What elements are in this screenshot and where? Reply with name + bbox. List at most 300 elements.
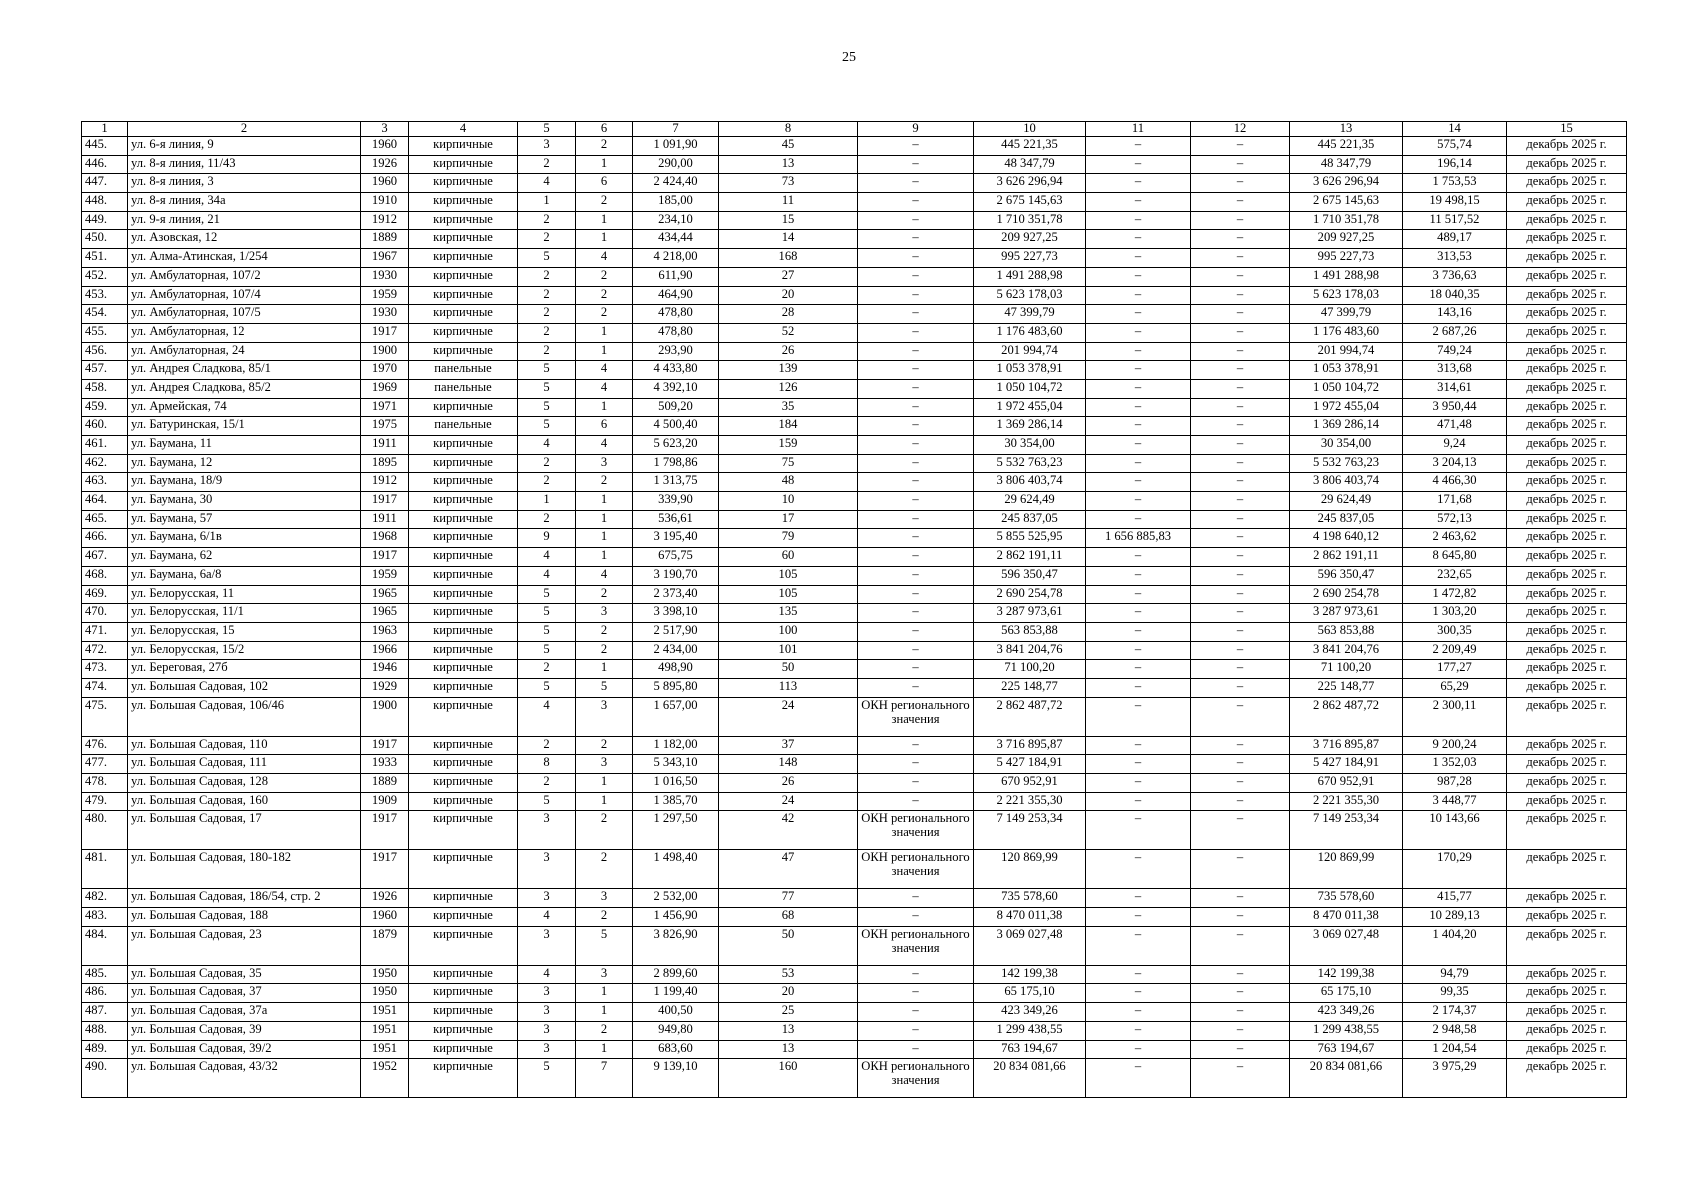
table-cell: – [1086,305,1191,324]
table-row [82,473,1627,492]
column-header: 7 [633,122,719,137]
table-cell: – [858,454,974,473]
table-row [82,417,1627,436]
table-cell: 201 994,74 [1290,342,1403,361]
table-cell: 1929 [361,678,409,697]
table-cell: ул. Баумана, 12 [128,454,361,473]
table-cell: – [1191,473,1290,492]
table-cell: – [1086,174,1191,193]
table-cell: 987,28 [1403,774,1507,793]
table-cell: ул. 6-я линия, 9 [128,137,361,156]
table-cell: 490. [82,1059,128,1098]
table-cell: 1 299 438,55 [974,1021,1086,1040]
table-cell: – [1191,889,1290,908]
table-cell: декабрь 2025 г. [1507,379,1627,398]
table-cell: – [1086,323,1191,342]
table-cell: 20 [719,286,858,305]
table-cell: кирпичные [409,305,518,324]
table-cell: 4 198 640,12 [1290,529,1403,548]
table-cell: ул. Большая Садовая, 37а [128,1003,361,1022]
table-cell: ул. Армейская, 74 [128,398,361,417]
table-cell: декабрь 2025 г. [1507,174,1627,193]
table-cell: – [1191,548,1290,567]
table-cell: 4 [518,965,576,984]
table-cell: 37 [719,736,858,755]
table-cell: 1900 [361,697,409,736]
table-cell: 120 869,99 [1290,850,1403,889]
table-row [82,305,1627,324]
table-row [82,908,1627,927]
table-cell: декабрь 2025 г. [1507,585,1627,604]
table-cell: 468. [82,566,128,585]
table-cell: 177,27 [1403,660,1507,679]
header-row [82,122,1627,137]
table-cell: кирпичные [409,1059,518,1098]
table-cell: ул. Алма-Атинская, 1/254 [128,249,361,268]
table-cell: ул. Баумана, 62 [128,548,361,567]
table-cell: ул. Большая Садовая, 111 [128,755,361,774]
table-cell: ул. 8-я линия, 11/43 [128,155,361,174]
table-cell: 5 [518,792,576,811]
table-cell: кирпичные [409,323,518,342]
table-cell: – [858,510,974,529]
table-cell: кирпичные [409,736,518,755]
table-row [82,965,1627,984]
table-cell: – [1191,230,1290,249]
table-cell: декабрь 2025 г. [1507,908,1627,927]
table-cell: ул. Батуринская, 15/1 [128,417,361,436]
table-cell: – [1191,792,1290,811]
table-cell: – [1086,492,1191,511]
table-cell: 196,14 [1403,155,1507,174]
table-cell: декабрь 2025 г. [1507,926,1627,965]
table-cell: 5 343,10 [633,755,719,774]
table-cell: – [1086,811,1191,850]
table-cell: 5 [518,678,576,697]
table-cell: 1910 [361,193,409,212]
table-cell: ул. Большая Садовая, 39/2 [128,1040,361,1059]
table-cell: – [858,492,974,511]
table-cell: 2 862 487,72 [1290,697,1403,736]
table-cell: декабрь 2025 г. [1507,889,1627,908]
table-cell: 475. [82,697,128,736]
table-row [82,792,1627,811]
table-cell: 2 373,40 [633,585,719,604]
table-cell: 1 352,03 [1403,755,1507,774]
table-row [82,736,1627,755]
table-cell: декабрь 2025 г. [1507,193,1627,212]
table-cell: декабрь 2025 г. [1507,417,1627,436]
table-cell: 735 578,60 [974,889,1086,908]
table-cell: 8 [518,755,576,774]
table-cell: 2 300,11 [1403,697,1507,736]
table-cell: 488. [82,1021,128,1040]
table-cell: 3 626 296,94 [974,174,1086,193]
table-cell: 4 [518,436,576,455]
table-cell: декабрь 2025 г. [1507,492,1627,511]
table-cell: 1 303,20 [1403,604,1507,623]
table-cell: 245 837,05 [1290,510,1403,529]
table-cell: ул. Азовская, 12 [128,230,361,249]
table-cell: 2 [576,850,633,889]
table-cell: 65 175,10 [1290,984,1403,1003]
table-cell: 462. [82,454,128,473]
table-row [82,1021,1627,1040]
table-cell: 79 [719,529,858,548]
table-cell: 313,68 [1403,361,1507,380]
table-cell: – [1191,774,1290,793]
table-cell: 1 199,40 [633,984,719,1003]
table-cell: ул. Береговая, 27б [128,660,361,679]
table-cell: 26 [719,774,858,793]
table-cell: 467. [82,548,128,567]
table-cell: 234,10 [633,211,719,230]
table-cell: – [1086,697,1191,736]
table-cell: – [858,736,974,755]
table-cell: декабрь 2025 г. [1507,436,1627,455]
table-cell: 13 [719,1021,858,1040]
table-cell: 423 349,26 [1290,1003,1403,1022]
table-cell: 1950 [361,965,409,984]
table-cell: – [1086,267,1191,286]
table-cell: 8 645,80 [1403,548,1507,567]
table-cell: ул. 8-я линия, 34а [128,193,361,212]
table-cell: 26 [719,342,858,361]
table-cell: 1 [576,660,633,679]
table-cell: кирпичные [409,697,518,736]
table-cell: кирпичные [409,811,518,850]
table-cell: – [858,529,974,548]
table-body [82,137,1627,1098]
table-cell: 3 950,44 [1403,398,1507,417]
table-cell: 3 [518,811,576,850]
table-cell: 487. [82,1003,128,1022]
table-cell: 3 287 973,61 [974,604,1086,623]
table-cell: декабрь 2025 г. [1507,755,1627,774]
table-cell: – [858,193,974,212]
column-header: 14 [1403,122,1507,137]
table-cell: панельные [409,417,518,436]
table-cell: декабрь 2025 г. [1507,566,1627,585]
table-cell: 2 [518,323,576,342]
table-cell: 509,20 [633,398,719,417]
table-cell: – [858,622,974,641]
table-cell: ул. Белорусская, 15 [128,622,361,641]
column-header: 15 [1507,122,1627,137]
table-cell: 7 149 253,34 [974,811,1086,850]
table-cell: – [858,267,974,286]
table-cell: 1 091,90 [633,137,719,156]
table-cell: кирпичные [409,566,518,585]
table-cell: – [1086,965,1191,984]
table-row [82,566,1627,585]
table-cell: 2 [576,137,633,156]
table-cell: 670 952,91 [974,774,1086,793]
table-cell: 2 675 145,63 [974,193,1086,212]
table-cell: – [1191,660,1290,679]
table-cell: 1959 [361,566,409,585]
table-cell: ул. Большая Садовая, 180-182 [128,850,361,889]
table-cell: 5 895,80 [633,678,719,697]
table-cell: – [858,1021,974,1040]
table-cell: – [1086,585,1191,604]
table-cell: ул. 8-я линия, 3 [128,174,361,193]
table-cell: – [858,323,974,342]
table-cell: – [1086,604,1191,623]
table-cell: 415,77 [1403,889,1507,908]
table-cell: 1 972 455,04 [1290,398,1403,417]
table-cell: 478. [82,774,128,793]
table-cell: 452. [82,267,128,286]
table-cell: 1 385,70 [633,792,719,811]
table-cell: 1 369 286,14 [1290,417,1403,436]
table-cell: 2 532,00 [633,889,719,908]
table-cell: – [1086,155,1191,174]
table-cell: декабрь 2025 г. [1507,548,1627,567]
table-cell: – [1191,604,1290,623]
table-cell: 300,35 [1403,622,1507,641]
table-cell: 52 [719,323,858,342]
table-row [82,622,1627,641]
table-cell: 29 624,49 [1290,492,1403,511]
table-cell: 160 [719,1059,858,1098]
table-cell: 3 [518,1040,576,1059]
table-cell: 1 050 104,72 [974,379,1086,398]
table-cell: 1917 [361,736,409,755]
table-cell: декабрь 2025 г. [1507,473,1627,492]
table-cell: 2 209,49 [1403,641,1507,660]
table-cell: – [1086,622,1191,641]
table-cell: 1 491 288,98 [1290,267,1403,286]
table-row [82,1040,1627,1059]
table-cell: кирпичные [409,622,518,641]
table-cell: кирпичные [409,473,518,492]
table-cell: 65,29 [1403,678,1507,697]
table-cell: – [1191,926,1290,965]
table-cell: 1 [576,1003,633,1022]
table-cell: 3 [576,755,633,774]
column-header: 4 [409,122,518,137]
table-cell: 185,00 [633,193,719,212]
table-cell: декабрь 2025 г. [1507,604,1627,623]
table-cell: 670 952,91 [1290,774,1403,793]
table-cell: – [858,566,974,585]
table-cell: ул. 9-я линия, 21 [128,211,361,230]
table-cell: кирпичные [409,678,518,697]
table-cell: 47 399,79 [974,305,1086,324]
table-cell: 483. [82,908,128,927]
table-cell: 3 736,63 [1403,267,1507,286]
table-cell: 470. [82,604,128,623]
table-cell: 1 [576,529,633,548]
table-cell: 2 517,90 [633,622,719,641]
table-cell: 3 975,29 [1403,1059,1507,1098]
table-cell: 2 [576,305,633,324]
table-cell: – [1086,566,1191,585]
table-cell: – [1191,454,1290,473]
table-cell: 48 [719,473,858,492]
table-cell: 2 862 191,11 [974,548,1086,567]
table-cell: 201 994,74 [974,342,1086,361]
table-cell: – [858,548,974,567]
table-row [82,193,1627,212]
table-cell: ул. Баумана, 6а/8 [128,566,361,585]
table-cell: – [1191,697,1290,736]
table-cell: 293,90 [633,342,719,361]
table-cell: 314,61 [1403,379,1507,398]
table-cell: 2 [576,585,633,604]
table-cell: 5 [518,379,576,398]
table-cell: 2 862 191,11 [1290,548,1403,567]
table-cell: 1 [576,342,633,361]
table-cell: 5 [518,622,576,641]
table-cell: кирпичные [409,510,518,529]
table-cell: 42 [719,811,858,850]
table-cell: – [858,585,974,604]
table-row [82,529,1627,548]
table-cell: 113 [719,678,858,697]
table-cell: – [858,211,974,230]
table-cell: ул. Белорусская, 11/1 [128,604,361,623]
table-cell: декабрь 2025 г. [1507,211,1627,230]
table-cell: 1 [576,398,633,417]
table-cell: 139 [719,361,858,380]
table-cell: 313,53 [1403,249,1507,268]
table-cell: – [1191,529,1290,548]
table-cell: 20 834 081,66 [974,1059,1086,1098]
table-cell: – [1191,323,1290,342]
table-cell: – [1191,984,1290,1003]
table-cell: 464. [82,492,128,511]
table-cell: 9 139,10 [633,1059,719,1098]
table-cell: 209 927,25 [1290,230,1403,249]
table-cell: 3 [518,850,576,889]
table-cell: кирпичные [409,267,518,286]
table-cell: 482. [82,889,128,908]
table-cell: 94,79 [1403,965,1507,984]
table-cell: 2 690 254,78 [974,585,1086,604]
table-cell: кирпичные [409,174,518,193]
table-cell: кирпичные [409,585,518,604]
table-cell: 1 053 378,91 [974,361,1086,380]
table-cell: декабрь 2025 г. [1507,1021,1627,1040]
table-cell: ОКН регионального значения [858,811,974,850]
table-cell: 2 [518,774,576,793]
table-cell: – [1086,660,1191,679]
table-cell: 3 190,70 [633,566,719,585]
table-cell: – [1086,774,1191,793]
table-cell: 465. [82,510,128,529]
table-cell: – [1191,398,1290,417]
table-cell: декабрь 2025 г. [1507,622,1627,641]
table-cell: 1951 [361,1021,409,1040]
column-header: 5 [518,122,576,137]
table-cell: 3 [576,697,633,736]
table-cell: 3 [576,454,633,473]
column-header: 3 [361,122,409,137]
table-cell: – [858,473,974,492]
table-row [82,548,1627,567]
table-cell: 1 657,00 [633,697,719,736]
table-cell: 461. [82,436,128,455]
table-cell: 1966 [361,641,409,660]
table-cell: кирпичные [409,965,518,984]
table-cell: – [1086,984,1191,1003]
table-cell: – [858,1003,974,1022]
table-cell: 10 143,66 [1403,811,1507,850]
table-cell: ул. Большая Садовая, 106/46 [128,697,361,736]
table-cell: 949,80 [633,1021,719,1040]
table-cell: 3 [518,1021,576,1040]
table-cell: 9,24 [1403,436,1507,455]
table-cell: 3 626 296,94 [1290,174,1403,193]
table-cell: кирпичные [409,889,518,908]
table-cell: 11 [719,193,858,212]
table-cell: 1917 [361,323,409,342]
column-header: 8 [719,122,858,137]
page-number: 25 [842,50,856,65]
table-cell: ул. Амбулаторная, 107/4 [128,286,361,305]
table-cell: 1 [576,510,633,529]
table-cell: 683,60 [633,1040,719,1059]
table-cell: 68 [719,908,858,927]
table-cell: – [1086,678,1191,697]
table-cell: 464,90 [633,286,719,305]
table-cell: декабрь 2025 г. [1507,510,1627,529]
table-cell: – [1086,908,1191,927]
table-cell: 5 855 525,95 [974,529,1086,548]
table-cell: 400,50 [633,1003,719,1022]
table-cell: 20 [719,984,858,1003]
table-cell: – [858,1040,974,1059]
table-cell: 4 [576,436,633,455]
table-cell: декабрь 2025 г. [1507,697,1627,736]
table-cell: 1965 [361,604,409,623]
table-cell: 1909 [361,792,409,811]
table-cell: – [1191,155,1290,174]
housing-registry-table [81,121,1627,1098]
table-cell: 2 [576,641,633,660]
table-cell: – [1086,1003,1191,1022]
table-cell: – [858,889,974,908]
table-cell: 1950 [361,984,409,1003]
table-cell: декабрь 2025 г. [1507,965,1627,984]
table-cell: декабрь 2025 г. [1507,1003,1627,1022]
table-cell: – [1191,965,1290,984]
table-cell: 1889 [361,230,409,249]
table-row [82,510,1627,529]
table-row [82,774,1627,793]
table-cell: 2 [576,1021,633,1040]
table-cell: 1951 [361,1003,409,1022]
table-cell: ул. Амбулаторная, 12 [128,323,361,342]
table-cell: – [858,604,974,623]
table-cell: 5 [518,361,576,380]
table-cell: ул. Баумана, 30 [128,492,361,511]
table-cell: декабрь 2025 г. [1507,361,1627,380]
table-cell: – [1191,193,1290,212]
table-cell: 1 710 351,78 [974,211,1086,230]
table-cell: 48 347,79 [1290,155,1403,174]
table-cell: 7 [576,1059,633,1098]
table-cell: – [1191,641,1290,660]
table-cell: 1 [576,1040,633,1059]
table-cell: 17 [719,510,858,529]
table-cell: – [858,660,974,679]
table-cell: 3 806 403,74 [974,473,1086,492]
table-cell: – [1191,510,1290,529]
table-cell: ОКН регионального значения [858,1059,974,1098]
